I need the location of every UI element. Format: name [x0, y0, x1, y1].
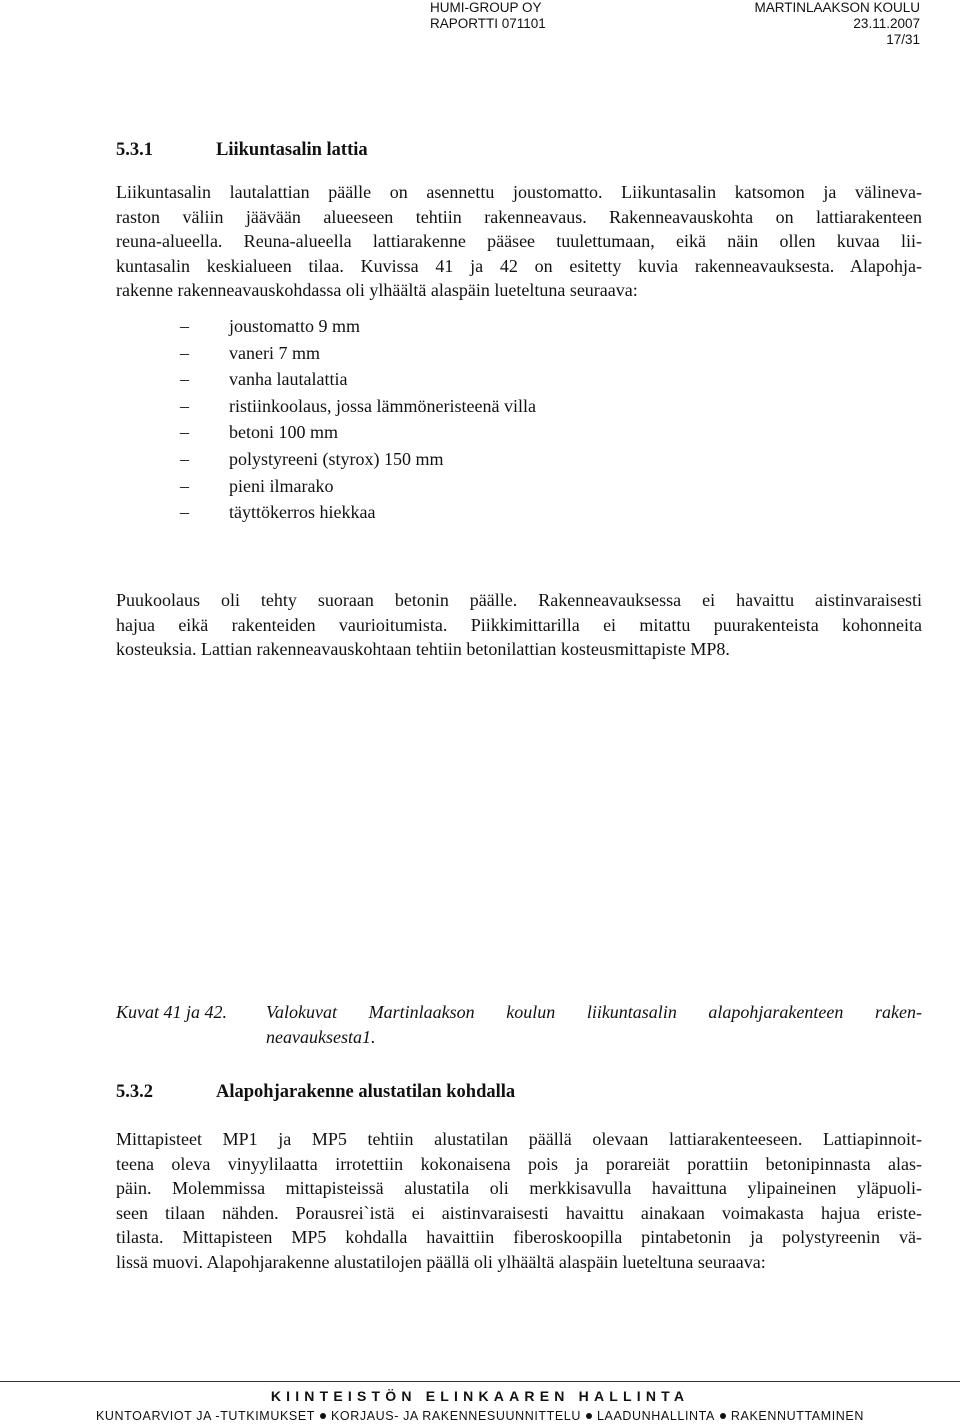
footer-service: KUNTOARVIOT JA -TUTKIMUKSET	[95, 1409, 315, 1423]
footer-services	[0, 1409, 960, 1423]
dash-bullet-icon: –	[180, 502, 189, 523]
caption-line: neavauksesta1.	[266, 1026, 376, 1047]
dash-bullet-icon: –	[180, 448, 189, 469]
paragraph-line: rakenne rakenneavauskohdassa oli ylhäältä alaspäin lueteltuna seuraava:	[116, 280, 638, 300]
paragraph-crawlspace	[116, 1127, 922, 1274]
paragraph-line: seen tilaan nähden. Porausrei`istä ei aistinvaraisesti havaittu ainakaan voimakasta hajua eriste-	[116, 1202, 922, 1223]
section-title: Liikuntasalin lattia	[216, 140, 368, 160]
footer-service: RAKENNUTTAMINEN	[730, 1409, 864, 1423]
list-item	[180, 446, 536, 473]
footer-brand: KIINTEISTÖN ELINKAAREN HALLINTA	[270, 1388, 690, 1404]
list-item	[180, 499, 536, 526]
report-number: RAPORTTI 071101	[430, 16, 546, 31]
list-item	[180, 419, 536, 446]
section-heading-532	[116, 1082, 515, 1103]
list-item-text: joustomatto 9 mm	[229, 316, 361, 336]
paragraph-line: teena oleva vinyylilaatta irrotettiin kokonaisena pois ja porareiät porattiin betonipinnasta alas-	[116, 1153, 922, 1174]
paragraph-line: kosteuksia. Lattian rakenneavauskohtaan tehtiin betonilattian kosteusmittapiste MP8.	[116, 639, 730, 659]
paragraph-line: tilasta. Mittapisteen MP5 kohdalla havaittiin fiberoskoopilla pintabetonin ja polystyreenin vä-	[116, 1227, 922, 1247]
footer-service: LAADUNHALLINTA	[596, 1409, 715, 1423]
paragraph-line: lissä muovi. Alapohjarakenne alustatilojen päällä oli ylhäältä alaspäin lueteltuna seuraava:	[116, 1251, 766, 1272]
list-item-text: pieni ilmarako	[229, 475, 334, 496]
section-title: Alapohjarakenne alustatilan kohdalla	[216, 1082, 516, 1102]
company-name: HUMI-GROUP OY	[430, 0, 542, 15]
header-left	[430, 0, 546, 32]
bullet-dot-icon	[320, 1413, 326, 1419]
paragraph-line: Mittapisteet MP1 ja MP5 tehtiin alustatilan päällä olevaan lattiarakenteeseen. Lattiapinnoit-	[116, 1129, 922, 1149]
paragraph-line: raston väliin jäävään alueeseen tehtiin rakenneavaus. Rakenneavauskohta on lattiarakenteen	[116, 206, 922, 227]
list-item	[180, 473, 536, 500]
report-date: 23.11.2007	[853, 16, 920, 31]
dash-bullet-icon: –	[180, 369, 189, 390]
section-heading-531	[116, 140, 368, 161]
bullet-dot-icon	[720, 1413, 726, 1419]
dash-bullet-icon: –	[180, 475, 189, 496]
figure-caption	[116, 1000, 922, 1049]
page-number: 17/31	[886, 32, 920, 47]
footer-divider	[0, 1381, 960, 1382]
list-item-text: betoni 100 mm	[229, 422, 338, 443]
list-item	[180, 393, 536, 420]
section-number: 5.3.1	[116, 140, 153, 160]
paragraph-findings	[116, 588, 922, 662]
list-item-text: polystyreeni (styrox) 150 mm	[229, 448, 444, 469]
paragraph-line: hajua eikä rakenteiden vaurioitumista. Piikkimittarilla ei mitattu puurakenteista kohonneita	[116, 614, 922, 635]
dash-bullet-icon: –	[180, 342, 189, 363]
list-item	[180, 340, 536, 367]
paragraph-line: kuntasalin keskialueen tilaa. Kuvissa 41 ja 42 on esitetty kuvia rakenneavauksesta. Alapohja-	[116, 255, 922, 276]
paragraph-line: Puukoolaus oli tehty suoraan betonin päälle. Rakenneavauksessa ei havaittu aistinvaraisesti	[116, 590, 922, 610]
dash-bullet-icon: –	[180, 422, 189, 443]
header-right	[754, 0, 920, 48]
bullet-dot-icon	[586, 1413, 592, 1419]
dash-bullet-icon: –	[180, 316, 189, 336]
paragraph-line: Liikuntasalin lautalattian päälle on asennettu joustomatto. Liikuntasalin katsomon ja välineva-	[116, 182, 922, 202]
list-item-text: täyttökerros hiekkaa	[229, 502, 376, 523]
paragraph-intro	[116, 180, 922, 303]
list-item-text: vanha lautalattia	[229, 369, 348, 390]
layer-list	[180, 313, 536, 526]
paragraph-line: reuna-alueella. Reuna-alueella lattiarakenne pääsee tuulettumaan, eikä näin ollen kuvaa lii-	[116, 231, 922, 251]
list-item	[180, 313, 536, 340]
paragraph-line: päin. Molemmissa mittapisteissä alustatila oli merkkisavulla havaittuna ylipaineinen yläpuoli-	[116, 1178, 922, 1198]
site-name: MARTINLAAKSON KOULU	[754, 0, 920, 15]
list-item-text: vaneri 7 mm	[229, 342, 320, 363]
section-number: 5.3.2	[116, 1082, 153, 1102]
list-item-text: ristiinkoolaus, jossa lämmöneristeenä villa	[229, 395, 536, 416]
list-item	[180, 366, 536, 393]
footer-service: KORJAUS- JA RAKENNESUUNNITTELU	[331, 1409, 581, 1423]
caption-line: Valokuvat Martinlaakson koulun liikuntasalin alapohjarakenteen raken-	[266, 1002, 922, 1022]
caption-label: Kuvat 41 ja 42.	[116, 1002, 227, 1022]
dash-bullet-icon: –	[180, 395, 189, 416]
